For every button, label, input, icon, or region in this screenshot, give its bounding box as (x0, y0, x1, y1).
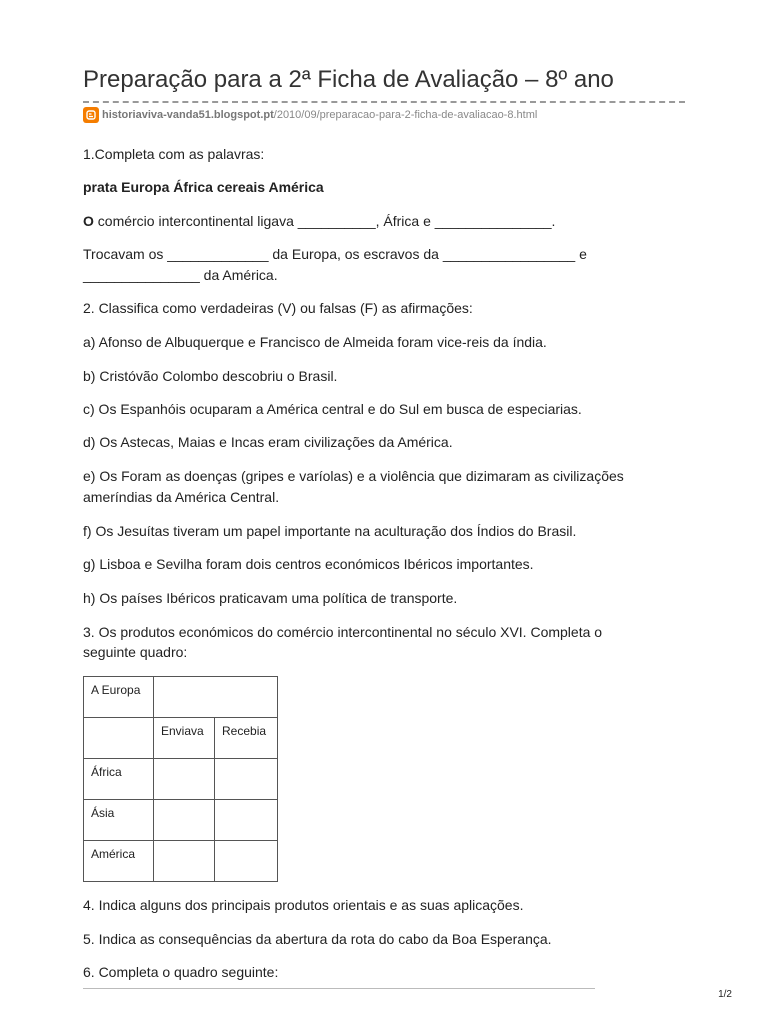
table-cell (215, 800, 278, 841)
table-row (84, 800, 278, 841)
q2-item-d: d) Os Astecas, Maias e Incas eram civilizações da América. (83, 434, 453, 450)
title-divider (83, 101, 685, 103)
q1-words: prata Europa África cereais América (83, 179, 324, 195)
source-path[interactable]: /2010/09/preparacao-para-2-ficha-de-avaliacao-8.html (273, 109, 538, 121)
q1-line1 (83, 211, 555, 232)
table-row (84, 841, 278, 882)
q4-text: 4. Indica alguns dos principais produtos orientais e as suas aplicações. (83, 897, 524, 913)
table-row-label: África (84, 759, 154, 800)
q1-line1-bold: O (83, 213, 94, 229)
page-title: Preparação para a 2ª Ficha de Avaliação – 8º ano (83, 66, 614, 93)
q2-item-c: c) Os Espanhóis ocuparam a América central e do Sul em busca de especiarias. (83, 401, 582, 417)
q3-heading-line2: seguinte quadro: (83, 644, 188, 660)
table-cell (154, 841, 215, 882)
table-row (84, 759, 278, 800)
q2-item-e-line2: ameríndias da América Central. (83, 489, 280, 505)
q1-heading: 1.Completa com as palavras: (83, 146, 265, 162)
source-domain[interactable]: historiaviva-vanda51.blogspot.pt (102, 109, 274, 121)
products-table (83, 676, 278, 882)
table-cell (84, 718, 154, 759)
q2-item-g: g) Lisboa e Sevilha foram dois centros económicos Ibéricos importantes. (83, 556, 534, 572)
table-header-enviava: Enviava (154, 718, 215, 759)
table-cell (154, 800, 215, 841)
q1-line3: _______________ da América. (83, 267, 278, 283)
q2-item-h: h) Os países Ibéricos praticavam uma política de transporte. (83, 590, 458, 606)
table-header-recebia: Recebia (215, 718, 278, 759)
q6-text: 6. Completa o quadro seguinte: (83, 964, 279, 980)
table-cell (215, 759, 278, 800)
table-row (84, 718, 278, 759)
q2-heading: 2. Classifica como verdadeiras (V) ou falsas (F) as afirmações: (83, 300, 473, 316)
q2-item-f: f) Os Jesuítas tiveram um papel importante na aculturação dos Índios do Brasil. (83, 523, 577, 539)
table-cell (154, 759, 215, 800)
page-number: 1/2 (718, 989, 732, 1000)
q1-line2: Trocavam os _____________ da Europa, os escravos da _________________ e (83, 246, 587, 262)
q5-text: 5. Indica as consequências da abertura da rota do cabo da Boa Esperança. (83, 931, 552, 947)
table-row-label: Ásia (84, 800, 154, 841)
q3-heading-line1: 3. Os produtos económicos do comércio intercontinental no século XVI. Completa o (83, 624, 603, 640)
q1-line1-rest: comércio intercontinental ligava __________, África e _______________. (93, 213, 556, 229)
table-cell-corner: A Europa (84, 677, 154, 718)
table-cell (215, 841, 278, 882)
table-row (84, 677, 278, 718)
q2-item-e-line1: e) Os Foram as doenças (gripes e varíolas) e a violência que dizimaram as civilizações (83, 468, 624, 484)
bottom-divider (83, 988, 595, 989)
blogger-icon (83, 107, 99, 123)
q2-item-b: b) Cristóvão Colombo descobriu o Brasil. (83, 368, 338, 384)
q2-item-a: a) Afonso de Albuquerque e Francisco de Almeida foram vice-reis da índia. (83, 334, 547, 350)
table-cell (154, 677, 278, 718)
source-link[interactable] (83, 107, 537, 123)
table-row-label: América (84, 841, 154, 882)
